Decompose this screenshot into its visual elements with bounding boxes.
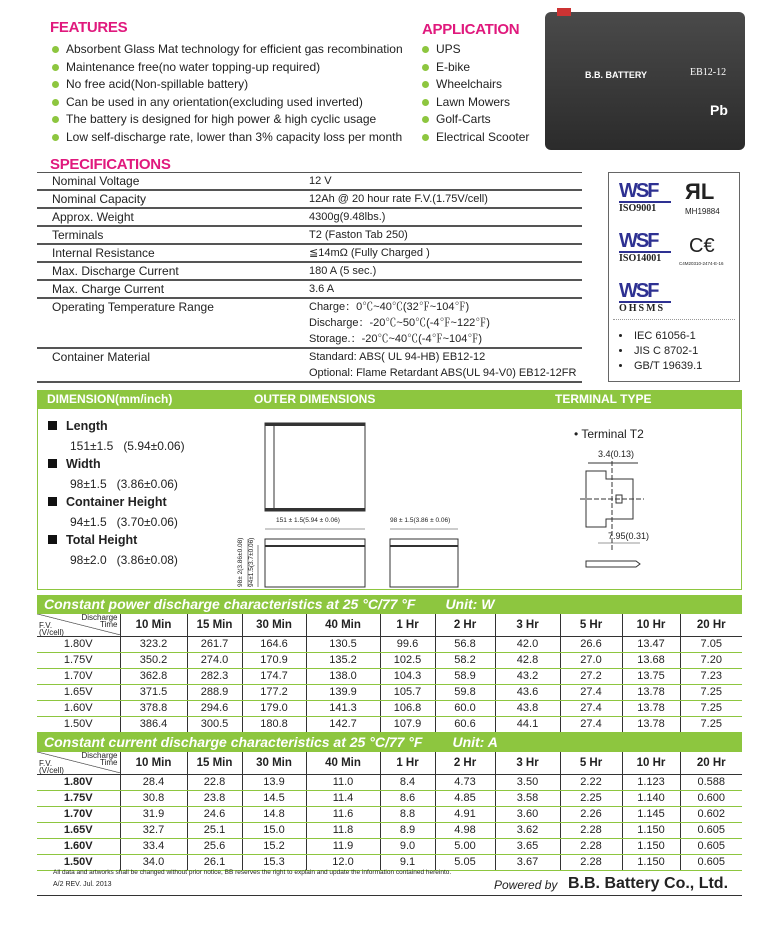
table-cell: 1.60V [37, 700, 120, 716]
table-cell: 0.605 [680, 854, 742, 870]
spec-label: Container Material [37, 348, 309, 382]
table-cell: 11.9 [306, 838, 380, 854]
table-cell: 13.78 [622, 700, 680, 716]
column-header: 15 Min [187, 752, 242, 774]
spec-row [37, 208, 582, 226]
table-cell: 5.00 [435, 838, 495, 854]
application-list [420, 41, 529, 146]
container-height-label: 94±1.5(3.7±0.06) [248, 537, 255, 587]
square-bullet-icon [48, 421, 57, 430]
table-cell: 15.0 [242, 822, 306, 838]
table-cell: 130.5 [306, 636, 380, 652]
table-cell: 60.0 [435, 700, 495, 716]
table-cell: 13.47 [622, 636, 680, 652]
table-cell: 164.6 [242, 636, 306, 652]
terminal-drawing [578, 461, 658, 571]
list-item: The battery is designed for high power & high cyclic usage [50, 111, 403, 129]
column-header: 20 Hr [680, 752, 742, 774]
column-header: 40 Min [306, 752, 380, 774]
table-cell: 23.8 [187, 790, 242, 806]
table-cell: 7.25 [680, 684, 742, 700]
table-cell: 294.6 [187, 700, 242, 716]
list-item: Electrical Scooter [420, 129, 529, 147]
spec-label: Operating Temperature Range [37, 298, 309, 348]
dimension-item: Length 151±1.5 (5.94±0.06) [48, 419, 185, 453]
table-cell: 11.6 [306, 806, 380, 822]
table-cell: 1.80V [37, 636, 120, 652]
dimension-item: Width 98±1.5 (3.86±0.06) [48, 457, 185, 491]
table-cell: 3.60 [495, 806, 560, 822]
iso14001-logo: WSF ISO14001 [619, 231, 671, 264]
spec-row [37, 298, 582, 348]
spec-label: Terminals [37, 226, 309, 244]
table-cell: 1.50V [37, 716, 120, 732]
spec-value: 3.6 A [309, 280, 582, 298]
table-cell: 56.8 [435, 636, 495, 652]
spec-value: T2 (Faston Tab 250) [309, 226, 582, 244]
table-cell: 107.9 [380, 716, 435, 732]
table-cell: 4.73 [435, 774, 495, 790]
column-header: 10 Min [120, 752, 187, 774]
table-cell: 179.0 [242, 700, 306, 716]
column-header: 30 Min [242, 752, 306, 774]
table-row [37, 854, 742, 870]
table-cell: 261.7 [187, 636, 242, 652]
spec-label: Max. Discharge Current [37, 262, 309, 280]
spec-row [37, 348, 582, 382]
dimension-header-bar: DIMENSION(mm/inch) OUTER DIMENSIONS TERMINAL TYPE [37, 390, 742, 408]
table-row [37, 652, 742, 668]
table-cell: 0.605 [680, 838, 742, 854]
features-list [50, 41, 403, 146]
constant-current-table [37, 752, 742, 871]
table-cell: 11.4 [306, 790, 380, 806]
list-item: • JIS C 8702-1 [619, 344, 702, 359]
table-cell: 1.70V [37, 806, 120, 822]
length-label: 151 ± 1.5(5.94 ± 0.06) [276, 517, 340, 524]
list-item: E-bike [420, 59, 529, 77]
table-row [37, 636, 742, 652]
table-cell: 59.8 [435, 684, 495, 700]
table-cell: 27.0 [560, 652, 622, 668]
spec-row [37, 190, 582, 208]
table-cell: 99.6 [380, 636, 435, 652]
spec-label: Approx. Weight [37, 208, 309, 226]
table-cell: 13.75 [622, 668, 680, 684]
certifications-box [608, 172, 740, 382]
table-cell: 43.2 [495, 668, 560, 684]
square-bullet-icon [48, 497, 57, 506]
table-cell: 28.4 [120, 774, 187, 790]
table-cell: 5.05 [435, 854, 495, 870]
terminal-icon [557, 8, 571, 16]
column-header: 15 Min [187, 614, 242, 636]
header-row [37, 752, 742, 774]
table-cell: 3.58 [495, 790, 560, 806]
table-row [37, 838, 742, 854]
terminal-length-dim: 7.95(0.31) [608, 531, 650, 541]
spec-value: 4300g(9.48lbs.) [309, 208, 582, 226]
table-cell: 4.98 [435, 822, 495, 838]
table-cell: 26.1 [187, 854, 242, 870]
table-cell: 27.4 [560, 716, 622, 732]
total-height-label: 98± 2(3.86±0.08) [237, 537, 244, 587]
table-cell: 24.6 [187, 806, 242, 822]
dimension-list [48, 419, 185, 571]
table-cell: 58.2 [435, 652, 495, 668]
list-item: UPS [420, 41, 529, 59]
table-cell: 1.75V [37, 790, 120, 806]
list-item: Wheelchairs [420, 76, 529, 94]
table-row [37, 806, 742, 822]
list-item: Can be used in any orientation(excluding used inverted) [50, 94, 403, 112]
table-cell: 106.8 [380, 700, 435, 716]
specifications-table [37, 173, 582, 383]
spec-row [37, 244, 582, 262]
table-cell: 8.8 [380, 806, 435, 822]
table-cell: 43.8 [495, 700, 560, 716]
table-cell: 58.9 [435, 668, 495, 684]
table-cell: 9.0 [380, 838, 435, 854]
column-header: 5 Hr [560, 752, 622, 774]
spec-value: Standard: ABS( UL 94-HB) EB12-12 Optional: Flame Retardant ABS(UL 94-V0) EB12-12FR [309, 348, 582, 382]
list-item: No free acid(Non-spillable battery) [50, 76, 403, 94]
table-cell: 1.123 [622, 774, 680, 790]
table-cell: 13.68 [622, 652, 680, 668]
list-item: Absorbent Glass Mat technology for efficient gas recombination [50, 41, 403, 59]
spec-row [37, 226, 582, 244]
table-cell: 12.0 [306, 854, 380, 870]
ul-number: MH19884 [685, 207, 720, 216]
table-cell: 2.28 [560, 822, 622, 838]
header-row [37, 614, 742, 636]
revision: A/2 REV. Jul. 2013 [53, 881, 112, 888]
square-bullet-icon [48, 459, 57, 468]
table-cell: 142.7 [306, 716, 380, 732]
table-cell: 362.8 [120, 668, 187, 684]
list-item: • GB/T 19639.1 [619, 359, 702, 374]
spec-value: 12 V [309, 173, 582, 190]
table-cell: 14.8 [242, 806, 306, 822]
table-cell: 386.4 [120, 716, 187, 732]
spec-label: Max. Charge Current [37, 280, 309, 298]
column-header: 20 Hr [680, 614, 742, 636]
spec-value: ≦14mΩ (Fully Charged ) [309, 244, 582, 262]
spec-row [37, 173, 582, 190]
list-item: • IEC 61056-1 [619, 329, 702, 344]
table-cell: 8.6 [380, 790, 435, 806]
column-header: 2 Hr [435, 752, 495, 774]
table-cell: 34.0 [120, 854, 187, 870]
spec-value: 180 A (5 sec.) [309, 262, 582, 280]
corner-cell: Discharge Time F.V. (V/cell) [37, 614, 120, 636]
table-cell: 323.2 [120, 636, 187, 652]
table-cell: 288.9 [187, 684, 242, 700]
battery-brand: B.B. BATTERY [585, 70, 647, 80]
table-row [37, 774, 742, 790]
column-header: 1 Hr [380, 752, 435, 774]
table-cell: 25.1 [187, 822, 242, 838]
table-row [37, 716, 742, 732]
spec-row [37, 262, 582, 280]
table-row [37, 790, 742, 806]
table-cell: 32.7 [120, 822, 187, 838]
table-cell: 8.9 [380, 822, 435, 838]
column-header: 40 Min [306, 614, 380, 636]
table-cell: 2.22 [560, 774, 622, 790]
table-cell: 13.78 [622, 716, 680, 732]
table-cell: 31.9 [120, 806, 187, 822]
table-cell: 1.140 [622, 790, 680, 806]
table-cell: 141.3 [306, 700, 380, 716]
table-row [37, 684, 742, 700]
table-cell: 22.8 [187, 774, 242, 790]
table-cell: 15.2 [242, 838, 306, 854]
table-cell: 1.150 [622, 822, 680, 838]
power-table-title-bar: Constant power discharge characteristics at 25 °C/77 °F Unit: W [37, 595, 742, 614]
dimension-item: Total Height 98±2.0 (3.86±0.08) [48, 533, 185, 567]
table-cell: 4.91 [435, 806, 495, 822]
table-cell: 9.1 [380, 854, 435, 870]
table-cell: 0.588 [680, 774, 742, 790]
table-cell: 102.5 [380, 652, 435, 668]
table-cell: 139.9 [306, 684, 380, 700]
column-header: 1 Hr [380, 614, 435, 636]
table-cell: 13.78 [622, 684, 680, 700]
table-row [37, 700, 742, 716]
table-cell: 177.2 [242, 684, 306, 700]
table-cell: 105.7 [380, 684, 435, 700]
column-header: 3 Hr [495, 752, 560, 774]
table-cell: 30.8 [120, 790, 187, 806]
spec-value: 12Ah @ 20 hour rate F.V.(1.75V/cell) [309, 190, 582, 208]
table-cell: 42.0 [495, 636, 560, 652]
table-cell: 371.5 [120, 684, 187, 700]
table-cell: 33.4 [120, 838, 187, 854]
corner-cell: Discharge Time F.V. (V/cell) [37, 752, 120, 774]
column-header: 5 Hr [560, 614, 622, 636]
table-cell: 1.145 [622, 806, 680, 822]
footer-notice: All data and artworks shall be changed without prior notice, BB reserves the right to explain and update the information contained hereinto. [53, 869, 452, 876]
specifications-title: SPECIFICATIONS [50, 156, 171, 173]
table-cell: 8.4 [380, 774, 435, 790]
spec-row [37, 280, 582, 298]
column-header: 30 Min [242, 614, 306, 636]
table-cell: 378.8 [120, 700, 187, 716]
spec-label: Nominal Voltage [37, 173, 309, 190]
table-cell: 1.150 [622, 854, 680, 870]
column-header: 3 Hr [495, 614, 560, 636]
table-cell: 274.0 [187, 652, 242, 668]
table-cell: 27.4 [560, 700, 622, 716]
width-label: 98 ± 1.5(3.86 ± 0.06) [390, 517, 451, 524]
table-cell: 11.0 [306, 774, 380, 790]
table-cell: 1.65V [37, 822, 120, 838]
table-cell: 1.65V [37, 684, 120, 700]
table-row [37, 668, 742, 684]
table-cell: 2.28 [560, 854, 622, 870]
table-cell: 1.150 [622, 838, 680, 854]
table-cell: 13.9 [242, 774, 306, 790]
table-cell: 1.70V [37, 668, 120, 684]
column-header: 2 Hr [435, 614, 495, 636]
table-cell: 1.60V [37, 838, 120, 854]
list-item: Maintenance free(no water topping-up required) [50, 59, 403, 77]
square-bullet-icon [48, 535, 57, 544]
list-item: Low self-discharge rate, lower than 3% capacity loss per month [50, 129, 403, 147]
column-header: 10 Hr [622, 614, 680, 636]
table-cell: 4.85 [435, 790, 495, 806]
table-cell: 1.80V [37, 774, 120, 790]
ce-number: C4M20310-2474-E-16 [679, 261, 724, 266]
table-row [37, 822, 742, 838]
table-cell: 170.9 [242, 652, 306, 668]
table-cell: 27.4 [560, 684, 622, 700]
table-cell: 0.602 [680, 806, 742, 822]
terminal-width-dim: 3.4(0.13) [598, 449, 635, 459]
table-cell: 1.75V [37, 652, 120, 668]
company-name: B.B. Battery Co., Ltd. [568, 875, 729, 892]
features-title: FEATURES [50, 19, 128, 36]
terminal-type-label: • Terminal T2 [574, 427, 644, 441]
table-cell: 25.6 [187, 838, 242, 854]
table-cell: 3.67 [495, 854, 560, 870]
table-cell: 7.23 [680, 668, 742, 684]
table-cell: 7.20 [680, 652, 742, 668]
table-cell: 3.62 [495, 822, 560, 838]
column-header: 10 Hr [622, 752, 680, 774]
table-cell: 2.25 [560, 790, 622, 806]
outer-dimensions-drawing [238, 417, 478, 589]
table-cell: 7.25 [680, 700, 742, 716]
table-cell: 2.28 [560, 838, 622, 854]
ohsms-logo: WSF OHSMS [619, 281, 671, 314]
table-cell: 350.2 [120, 652, 187, 668]
table-cell: 11.8 [306, 822, 380, 838]
table-cell: 43.6 [495, 684, 560, 700]
table-cell: 180.8 [242, 716, 306, 732]
battery-model: EB12-12 [690, 67, 727, 78]
ce-mark-icon: C€ [689, 235, 715, 257]
table-cell: 300.5 [187, 716, 242, 732]
current-table-title-bar: Constant current discharge characteristics at 25 °C/77 °F Unit: A [37, 733, 742, 752]
table-cell: 2.26 [560, 806, 622, 822]
table-cell: 7.05 [680, 636, 742, 652]
table-cell: 138.0 [306, 668, 380, 684]
ul-logo-icon: ЯL [685, 179, 715, 204]
table-cell: 27.2 [560, 668, 622, 684]
table-cell: 14.5 [242, 790, 306, 806]
standards-list [619, 329, 702, 374]
table-cell: 104.3 [380, 668, 435, 684]
table-cell: 7.25 [680, 716, 742, 732]
table-cell: 1.50V [37, 854, 120, 870]
dimension-item: Container Height 94±1.5 (3.70±0.06) [48, 495, 185, 529]
dimension-box [37, 408, 742, 590]
table-cell: 26.6 [560, 636, 622, 652]
list-item: Lawn Mowers [420, 94, 529, 112]
table-cell: 282.3 [187, 668, 242, 684]
list-item: Golf-Carts [420, 111, 529, 129]
table-cell: 42.8 [495, 652, 560, 668]
application-title: APPLICATION [422, 21, 520, 38]
table-cell: 3.65 [495, 838, 560, 854]
table-cell: 0.605 [680, 822, 742, 838]
spec-label: Internal Resistance [37, 244, 309, 262]
battery-image [545, 12, 745, 150]
spec-label: Nominal Capacity [37, 190, 309, 208]
table-cell: 15.3 [242, 854, 306, 870]
iso9001-logo: WSF ISO9001 [619, 181, 671, 214]
table-cell: 60.6 [435, 716, 495, 732]
pb-recycle-icon: Pb [710, 102, 728, 118]
table-cell: 3.50 [495, 774, 560, 790]
table-cell: 44.1 [495, 716, 560, 732]
powered-by: Powered by [494, 878, 558, 892]
table-cell: 174.7 [242, 668, 306, 684]
column-header: 10 Min [120, 614, 187, 636]
constant-power-table [37, 614, 742, 733]
table-cell: 135.2 [306, 652, 380, 668]
spec-value: Charge：0℃~40℃(32℉~104℉) Discharge：-20℃~50℃(-4℉~122℉) Storage.：-20℃~40℃(-4℉~104℉) [309, 298, 582, 348]
table-cell: 0.600 [680, 790, 742, 806]
